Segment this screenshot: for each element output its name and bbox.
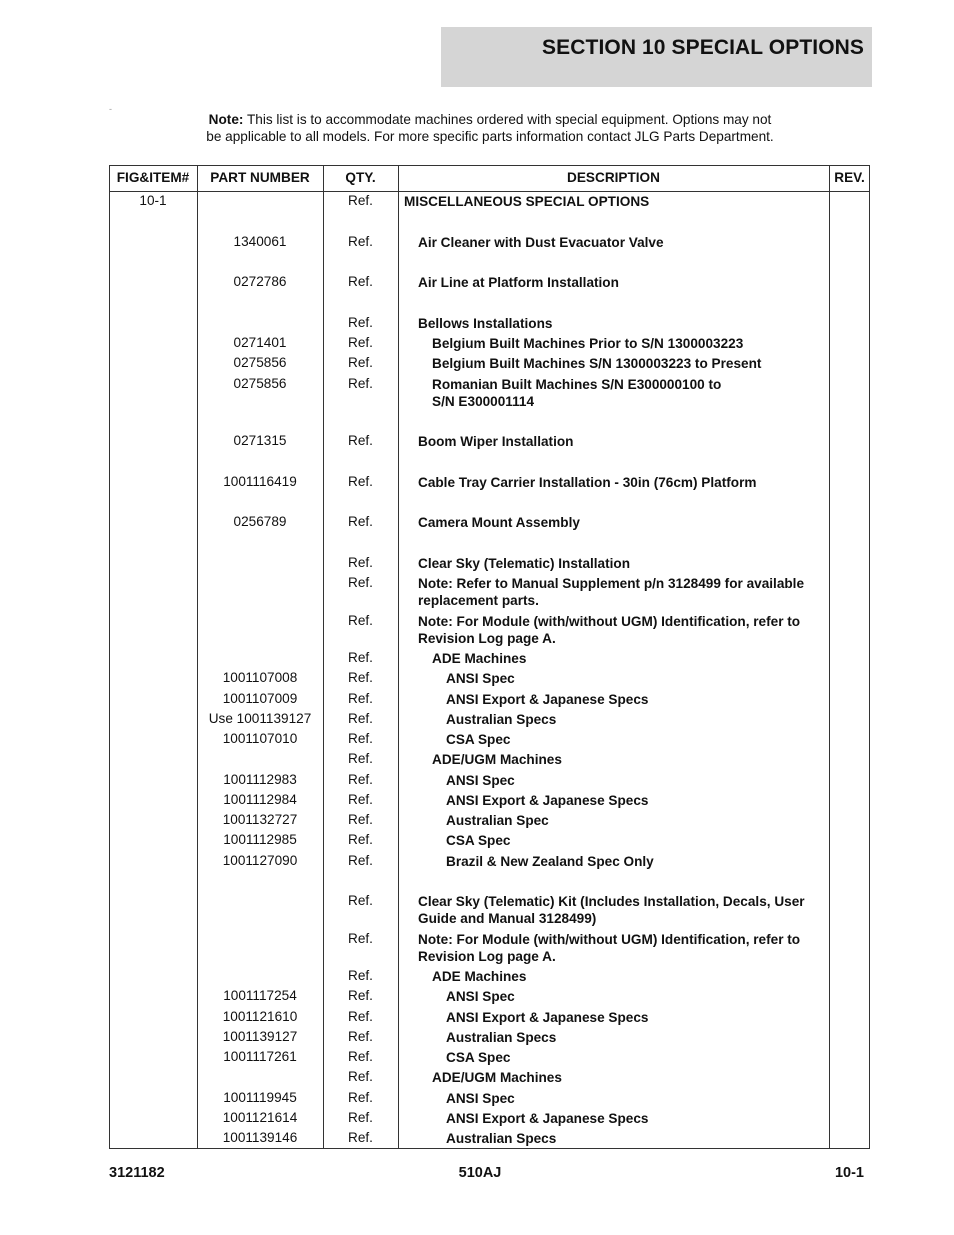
fig-item-cell: 10-1 [139,193,167,208]
part-number-cell: 0271401 [233,335,287,350]
description-cell [446,670,515,687]
part-number-cell: 1001139146 [222,1130,298,1145]
col-header-fig: FIG&ITEM# [116,170,190,185]
description-line: ADE/UGM Machines [432,1070,562,1085]
description-line: Australian Specs [446,1030,557,1045]
description-line: Camera Mount Assembly [418,515,580,530]
col-header-part-number: PART NUMBER [210,170,310,185]
qty-cell: Ref. [348,731,373,746]
description-line: CSA Spec [446,833,511,848]
description-line: Note: Refer to Manual Supplement p/n 3128499 for available [418,576,805,591]
qty-cell: Ref. [348,1029,373,1044]
col-header-qty: QTY. [345,170,376,185]
note-text-1: This list is to accommodate machines ordered with special equipment. Options may not [246,112,772,127]
footer-page-number: 10-1 [834,1165,864,1181]
description-line: Brazil & New Zealand Spec Only [446,854,654,869]
part-number-cell: 1001121610 [222,1009,298,1024]
description-line: Air Cleaner with Dust Evacuator Valve [418,235,664,250]
qty-cell: Ref. [348,474,373,489]
description-cell [418,613,800,647]
description-cell [418,315,552,332]
part-number-cell: 0271315 [233,433,287,448]
part-number-cell: 0272786 [233,274,287,289]
description-cell [432,1069,562,1086]
col-header-rev: REV. [834,170,865,185]
description-line: ANSI Export & Japanese Specs [446,692,649,707]
part-number-cell: 0256789 [233,514,287,529]
part-number-cell: 0275856 [233,376,287,391]
qty-cell: Ref. [348,376,373,391]
note-text-2: be applicable to all models. For more specific parts information contact JLG Parts Department. [206,129,774,144]
description-cell [446,853,654,870]
description-line: CSA Spec [446,1050,511,1065]
description-cell [418,514,580,531]
part-number-cell: 1001112983 [223,772,297,787]
part-number-cell: 0275856 [233,355,287,370]
description-line: Clear Sky (Telematic) Installation [418,556,631,571]
qty-cell: Ref. [348,1110,373,1125]
part-number-cell: 1001117254 [223,988,297,1003]
description-cell [418,433,573,450]
description-line: replacement parts. [418,593,539,608]
part-number-cell: 1001127090 [222,853,298,868]
qty-cell: Ref. [348,335,373,350]
description-line: ANSI Export & Japanese Specs [446,793,649,808]
description-cell [418,575,804,609]
description-cell [446,772,515,789]
description-cell [446,812,549,829]
part-number-cell: 1001116419 [223,474,297,489]
section-title: SECTION 10 SPECIAL OPTIONS [542,36,864,59]
qty-cell: Ref. [348,650,373,665]
qty-cell: Ref. [348,315,373,330]
description-cell [418,893,805,927]
part-number-cell: 1001139127 [222,1029,298,1044]
description-cell [418,234,664,251]
description-cell [404,193,649,210]
qty-cell: Ref. [348,514,373,529]
description-line: Revision Log page A. [418,949,556,964]
qty-cell: Ref. [348,433,373,448]
qty-cell: Ref. [348,575,373,590]
description-line: Romanian Built Machines S/N E300000100 to [432,377,722,392]
description-cell [432,968,526,985]
description-line: Note: For Module (with/without UGM) Identification, refer to [418,932,801,947]
description-cell [432,335,743,352]
description-cell [446,691,648,708]
description-line: Cable Tray Carrier Installation - 30in (76cm) Platform [418,475,757,490]
description-cell [418,474,756,491]
qty-cell: Ref. [348,193,373,208]
qty-cell: Ref. [348,234,373,249]
qty-cell: Ref. [348,1069,373,1084]
description-cell [446,1029,556,1046]
description-cell [446,792,648,809]
description-line: ANSI Export & Japanese Specs [446,1010,649,1025]
qty-cell: Ref. [348,1090,373,1105]
qty-cell: Ref. [348,1009,373,1024]
description-line: Belgium Built Machines Prior to S/N 1300003223 [432,336,744,351]
part-number-cell: 1001112984 [223,792,297,807]
description-cell [446,1049,510,1066]
description-line: CSA Spec [446,732,511,747]
qty-cell: Ref. [348,853,373,868]
description-line: ADE/UGM Machines [432,752,562,767]
qty-cell: Ref. [348,355,373,370]
qty-cell: Ref. [348,968,373,983]
description-line: Australian Specs [446,1131,557,1146]
description-line: Belgium Built Machines S/N 1300003223 to Present [432,356,762,371]
qty-cell: Ref. [348,832,373,847]
description-line: Note: For Module (with/without UGM) Identification, refer to [418,614,801,629]
description-line: Air Line at Platform Installation [418,275,619,290]
description-line: MISCELLANEOUS SPECIAL OPTIONS [404,194,650,209]
column-divider [829,165,830,1149]
part-number-cell: 1001107010 [222,731,298,746]
part-number-cell: 1001132727 [222,812,298,827]
qty-cell: Ref. [348,274,373,289]
note-label: Note: [208,112,244,127]
stray-mark: - [109,104,112,114]
col-header-description: DESCRIPTION [567,170,660,185]
description-line: S/N E300001114 [432,394,535,409]
qty-cell: Ref. [348,931,373,946]
header-divider [109,191,870,192]
description-cell [446,988,515,1005]
description-cell [432,355,761,372]
description-cell [446,731,510,748]
description-cell [432,376,721,410]
description-line: ANSI Spec [446,773,515,788]
description-cell [418,274,619,291]
qty-cell: Ref. [348,751,373,766]
part-number-cell: 1001117261 [223,1049,297,1064]
description-cell [446,832,510,849]
qty-cell: Ref. [348,772,373,787]
qty-cell: Ref. [348,613,373,628]
part-number-cell: Use 1001139127 [208,711,312,726]
intro-note [150,111,830,145]
description-line: Revision Log page A. [418,631,556,646]
description-cell [418,931,800,965]
description-cell [432,751,562,768]
description-line: ADE Machines [432,969,527,984]
description-line: ADE Machines [432,651,527,666]
description-cell [418,555,630,572]
description-line: Boom Wiper Installation [418,434,574,449]
description-line: Clear Sky (Telematic) Kit (Includes Installation, Decals, User [418,894,805,909]
description-line: ANSI Spec [446,989,515,1004]
qty-cell: Ref. [348,555,373,570]
description-cell [446,1090,515,1107]
description-line: Bellows Installations [418,316,553,331]
section-header [441,27,872,87]
description-line: Guide and Manual 3128499) [418,911,597,926]
description-cell [446,1009,648,1026]
description-line: Australian Spec [446,813,549,828]
description-line: ANSI Spec [446,671,515,686]
column-divider [398,165,399,1149]
description-line: ANSI Export & Japanese Specs [446,1111,649,1126]
qty-cell: Ref. [348,670,373,685]
description-line: ANSI Spec [446,1091,515,1106]
description-cell [432,650,526,667]
part-number-cell: 1001107009 [222,691,298,706]
qty-cell: Ref. [348,792,373,807]
part-number-cell: 1001121614 [222,1110,298,1125]
part-number-cell: 1340061 [233,234,287,249]
qty-cell: Ref. [348,988,373,1003]
description-cell [446,711,556,728]
description-line: Australian Specs [446,712,557,727]
footer-model: 510AJ [458,1165,502,1181]
footer-doc-number: 3121182 [109,1165,165,1181]
part-number-cell: 1001112985 [223,832,297,847]
description-cell [446,1130,556,1147]
qty-cell: Ref. [348,1049,373,1064]
qty-cell: Ref. [348,1130,373,1145]
description-cell [446,1110,648,1127]
qty-cell: Ref. [348,893,373,908]
part-number-cell: 1001107008 [222,670,298,685]
qty-cell: Ref. [348,711,373,726]
part-number-cell: 1001119945 [223,1090,297,1105]
qty-cell: Ref. [348,691,373,706]
intro-note-line-1 [150,111,830,128]
qty-cell: Ref. [348,812,373,827]
